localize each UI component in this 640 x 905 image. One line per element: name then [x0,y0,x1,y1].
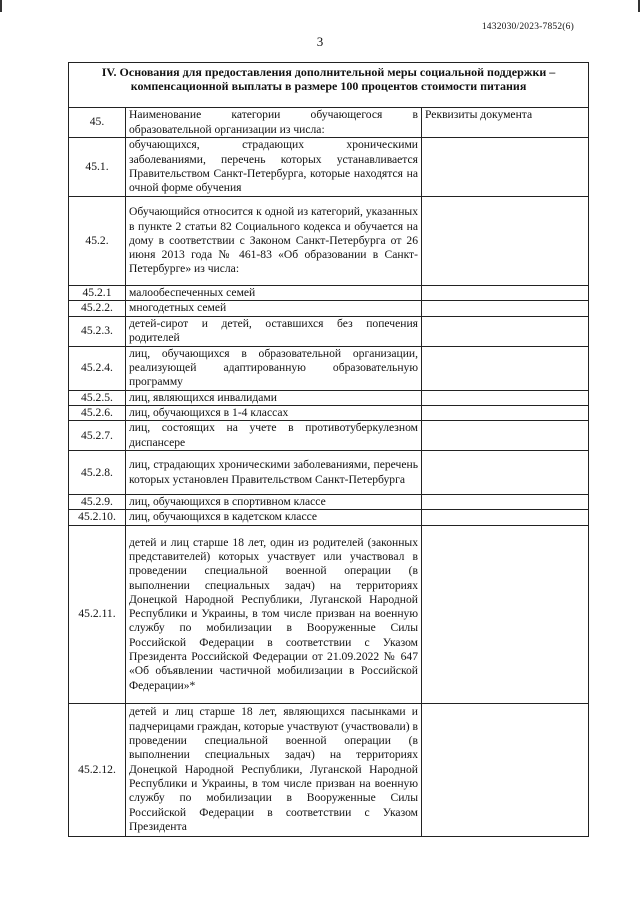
row-category: лиц, обучающихся в образовательной организации, реализующей адаптированную образовательную программу [126,346,422,390]
page-number: 3 [316,34,324,49]
table-row [69,301,589,316]
row-number: 45.2.9. [69,495,126,510]
row-number: 45.2.5. [69,390,126,405]
row-document-details [422,405,589,420]
table-row [69,451,589,495]
row-number: 45.2.12. [69,703,126,836]
row-number: 45.2.1 [69,286,126,301]
benefits-table [68,62,589,837]
row-category: многодетных семей [126,301,422,316]
scan-edge-left [0,0,2,12]
row-category: Обучающийся относится к одной из категорий, указанных в пункте 2 статьи 82 Социального кодекса и обучается на дому в соответствии с Законом Санкт-Петербурга от 26 июня 2013 года № 461-83 «Об образовании в Санкт-Петербурге» из числа: [126,197,422,286]
row-document-details: Реквизиты документа [422,108,589,138]
row-document-details [422,510,589,525]
table-row [69,316,589,346]
row-document-details [422,197,589,286]
row-category: детей-сирот и детей, оставшихся без попечения родителей [126,316,422,346]
row-document-details [422,703,589,836]
table-row [69,390,589,405]
row-document-details [422,346,589,390]
row-document-details [422,421,589,451]
table-row [69,286,589,301]
row-number: 45.2. [69,197,126,286]
table-row [69,197,589,286]
row-category: лиц, обучающихся в спортивном классе [126,495,422,510]
row-category: лиц, страдающих хроническими заболеваниями, перечень которых установлен Правительством Санкт-Петербурга [126,451,422,495]
row-category: лиц, обучающихся в 1-4 классах [126,405,422,420]
row-category: Наименование категории обучающегося в образовательной организации из числа: [126,108,422,138]
table-row [69,108,589,138]
row-document-details [422,138,589,197]
row-number: 45.2.10. [69,510,126,525]
row-document-details [422,390,589,405]
row-number: 45.2.8. [69,451,126,495]
table-row [69,346,589,390]
row-number: 45.2.4. [69,346,126,390]
row-number: 45.2.7. [69,421,126,451]
table-row [69,495,589,510]
document-number: 1432030/2023-7852(6) [481,22,574,32]
row-category: детей и лиц старше 18 лет, являющихся пасынками и падчерицами граждан, которые участвуют (участвовали) в проведении специальной военной операции (в выполнении специальных задач) на территориях Донецкой Народной Республики, Луганской Народной Республики и Украины, в том числе призван на военную службу по мобилизации в Вооруженные Силы Российской Федерации в соответствии с Указом Президента [126,703,422,836]
table-row [69,525,589,703]
row-document-details [422,286,589,301]
row-number: 45. [69,108,126,138]
table-row [69,138,589,197]
table-row [69,703,589,836]
row-category: лиц, обучающихся в кадетском классе [126,510,422,525]
row-number: 45.1. [69,138,126,197]
row-number: 45.2.2. [69,301,126,316]
row-document-details [422,316,589,346]
row-category: обучающихся, страдающих хроническими заболеваниями, перечень которых устанавливается Правительством Санкт-Петербурга, которые находятся на очной форме обучения [126,138,422,197]
row-category: детей и лиц старше 18 лет, один из родителей (законных представителей) которых участвует или участвовал в проведении специальной военной операции (в выполнении специальных задач) на территориях Донецкой Народной Республики, Луганской Народной Республики и Украины, в том числе призван на военную службу по мобилизации в Вооруженные Силы Российской Федерации в соответствии с Указом Президента Российской Федерации от 21.09.2022 № 647 «Об объявлении частичной мобилизации в Российской Федерации»* [126,525,422,703]
row-document-details [422,451,589,495]
table-row [69,405,589,420]
row-document-details [422,301,589,316]
row-category: лиц, являющихся инвалидами [126,390,422,405]
row-number: 45.2.11. [69,525,126,703]
section-title: IV. Основания для предоставления дополнительной меры социальной поддержки – компенсационной выплаты в размере 100 процентов стоимости питания [69,63,589,108]
row-document-details [422,525,589,703]
row-number: 45.2.6. [69,405,126,420]
section-header-row [69,63,589,108]
row-number: 45.2.3. [69,316,126,346]
table-row [69,510,589,525]
table-row [69,421,589,451]
row-category: малообеспеченных семей [126,286,422,301]
row-category: лиц, состоящих на учете в противотуберкулезном диспансере [126,421,422,451]
row-document-details [422,495,589,510]
